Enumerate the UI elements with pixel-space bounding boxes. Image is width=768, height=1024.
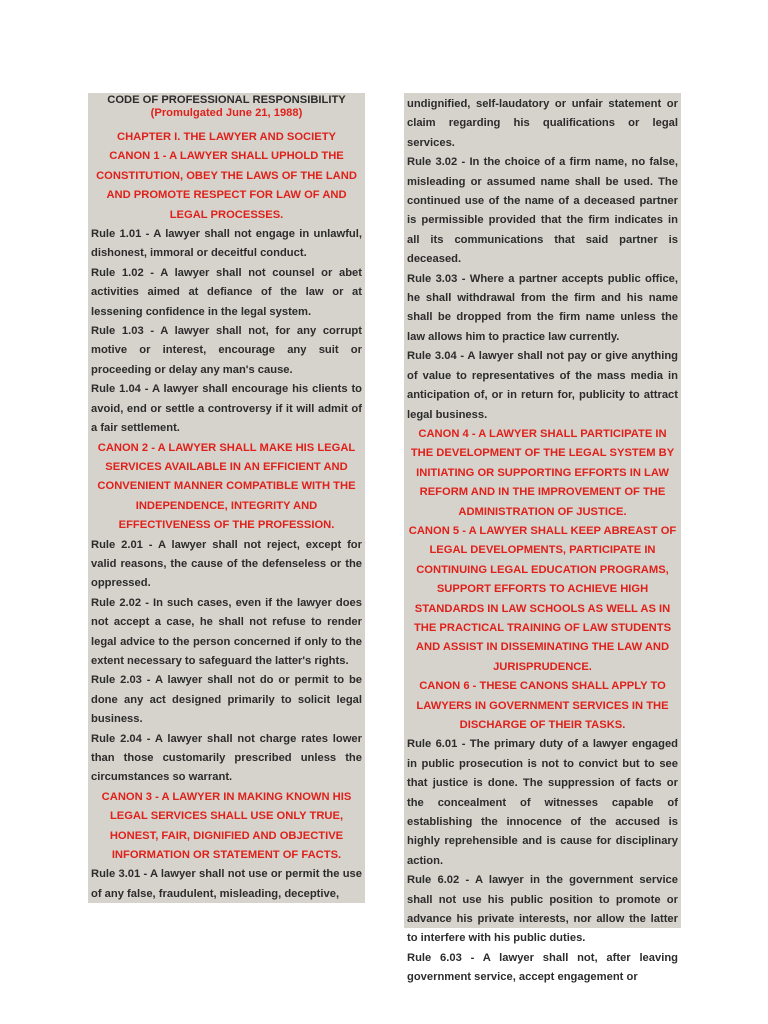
rule-paragraph: Rule 2.04 - A lawyer shall not charge rates lower than those customarily prescribed unless the circumstances so warrant. bbox=[91, 732, 362, 784]
rule-paragraph: Rule 3.03 - Where a partner accepts public office, he shall withdrawal from the firm and his name shall be dropped from the firm name unless the law allows him to practice law currently. bbox=[407, 272, 678, 343]
rule-paragraph: Rule 1.02 - A lawyer shall not counsel or abet activities aimed at defiance of the law or at lessening confidence in the legal system. bbox=[91, 266, 362, 318]
rule-paragraph: Rule 6.02 - A lawyer in the government service shall not use his public position to promote or advance his private interests, nor allow the latter to interfere with his public duties. bbox=[407, 874, 678, 945]
document-subtitle: (Promulgated June 21, 1988) bbox=[150, 107, 303, 119]
canon-heading: CANON 2 - A LAWYER SHALL MAKE HIS LEGAL SERVICES AVAILABLE IN AN EFFICIENT AND CONVENIENT MANNER COMPATIBLE WITH THE INDEPENDENCE, INTEGRITY AND EFFECTIVENESS OF THE PROFESSION. bbox=[97, 441, 356, 532]
rule-paragraph: Rule 3.01 - A lawyer shall not use or permit the use of any false, fraudulent, misleading, deceptive, bbox=[91, 868, 362, 900]
rule-paragraph: Rule 2.03 - A lawyer shall not do or permit to be done any act designed primarily to solicit legal business. bbox=[91, 674, 362, 726]
rule-paragraph: Rule 1.04 - A lawyer shall encourage his clients to avoid, end or settle a controversy if it will admit of a fair settlement. bbox=[91, 383, 362, 435]
document-title: CODE OF PROFESSIONAL RESPONSIBILITY bbox=[107, 94, 346, 106]
canon-heading: CANON 1 - A LAWYER SHALL UPHOLD THE CONSTITUTION, OBEY THE LAWS OF THE LAND AND PROMOTE RESPECT FOR LAW OF AND LEGAL PROCESSES. bbox=[96, 150, 357, 221]
left-column bbox=[88, 93, 365, 903]
rule-paragraph: undignified, self-laudatory or unfair statement or claim regarding his qualifications or legal services. bbox=[407, 98, 678, 149]
rule-paragraph: Rule 2.02 - In such cases, even if the lawyer does not accept a case, he shall not refuse to render legal advice to the person concerned if only to the extent necessary to safeguard the latter's rights. bbox=[91, 596, 362, 667]
canon-heading: CANON 6 - THESE CANONS SHALL APPLY TO LAWYERS IN GOVERNMENT SERVICES IN THE DISCHARGE OF THEIR TASKS. bbox=[416, 680, 669, 731]
rule-paragraph: Rule 3.04 - A lawyer shall not pay or give anything of value to representatives of the mass media in anticipation of, or in return for, publicity to attract legal business. bbox=[407, 350, 678, 421]
canon-heading: CANON 5 - A LAWYER SHALL KEEP ABREAST OF LEGAL DEVELOPMENTS, PARTICIPATE IN CONTINUING LEGAL EDUCATION PROGRAMS, SUPPORT EFFORTS TO ACHIEVE HIGH STANDARDS IN LAW SCHOOLS AS WELL AS IN THE PRACTICAL TRAINING OF LAW STUDENTS AND ASSIST IN DISSEMINATING THE LAW AND JURISPRUDENCE. bbox=[408, 524, 677, 673]
right-column bbox=[404, 93, 681, 984]
rule-paragraph: Rule 1.01 - A lawyer shall not engage in unlawful, dishonest, immoral or deceitful conduct. bbox=[91, 228, 362, 260]
rule-paragraph: Rule 6.01 - The primary duty of a lawyer engaged in public prosecution is not to convict but to see that justice is done. The suppression of facts or the concealment of witnesses capable of establishing the innocence of the accused is highly reprehensible and is cause for disciplinary action. bbox=[407, 738, 678, 867]
rule-paragraph: Rule 3.02 - In the choice of a firm name, no false, misleading or assumed name shall be used. The continued use of the name of a deceased partner is permissible provided that the firm indicates in all its communications that said partner is deceased. bbox=[407, 156, 678, 266]
rule-paragraph: Rule 2.01 - A lawyer shall not reject, except for valid reasons, the cause of the defenseless or the oppressed. bbox=[91, 538, 362, 590]
rule-paragraph: Rule 1.03 - A lawyer shall not, for any corrupt motive or interest, encourage any suit or proceeding or delay any man's cause. bbox=[91, 325, 362, 376]
chapter-heading: CHAPTER I. THE LAWYER AND SOCIETY bbox=[117, 131, 336, 143]
canon-heading: CANON 3 - A LAWYER IN MAKING KNOWN HIS LEGAL SERVICES SHALL USE ONLY TRUE, HONEST, FAIR, DIGNIFIED AND OBJECTIVE INFORMATION OR STATEMENT OF FACTS. bbox=[101, 790, 352, 862]
rule-paragraph: Rule 6.03 - A lawyer shall not, after leaving government service, accept engagement or bbox=[407, 951, 678, 984]
canon-heading: CANON 4 - A LAWYER SHALL PARTICIPATE IN THE DEVELOPMENT OF THE LEGAL SYSTEM BY INITIATING OR SUPPORTING EFFORTS IN LAW REFORM AND IN THE IMPROVEMENT OF THE ADMINISTRATION OF JUSTICE. bbox=[410, 427, 675, 518]
